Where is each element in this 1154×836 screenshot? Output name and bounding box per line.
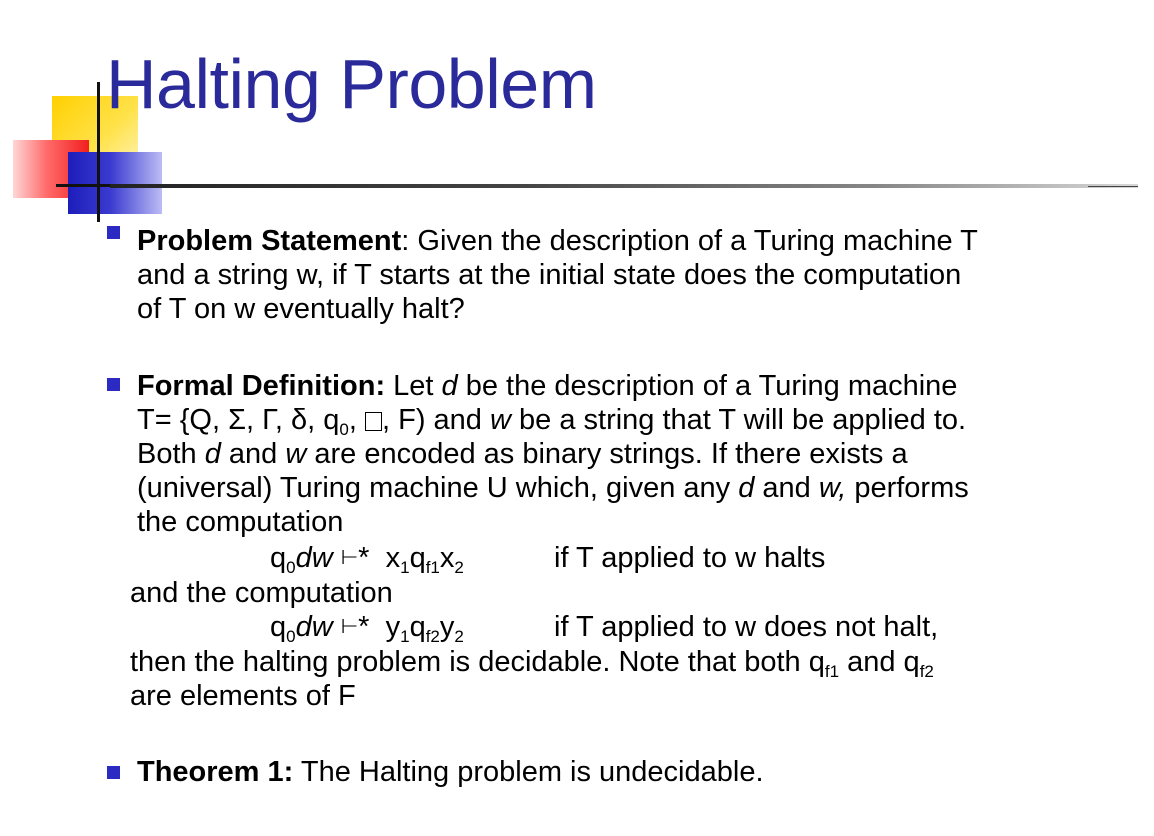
problem-statement (137, 224, 978, 326)
text: and q (839, 646, 920, 678)
statement-line: of T on w eventually halt? (137, 293, 465, 325)
bullet-icon (107, 226, 120, 239)
theorem-text: The Halting problem is undecidable. (293, 756, 764, 788)
text: and (754, 472, 819, 504)
title-underline-tail (1088, 186, 1138, 187)
decor-cross-line (56, 184, 116, 187)
statement-label: Problem Statement (137, 225, 402, 257)
text: (universal) Turing machine U which, given any (137, 472, 739, 504)
formula-halts: $q_0dw$ ⊢* $x_1q_{f1}x_2$ (270, 542, 464, 577)
subscript: 0 (339, 420, 349, 439)
var-w: w, (818, 472, 847, 504)
var-w: w (285, 438, 307, 470)
blank-symbol-icon (365, 412, 382, 431)
decor-vertical-line (97, 82, 100, 222)
definition-conclusion (130, 645, 934, 713)
var-d: d (441, 370, 458, 402)
var-d: d (738, 472, 755, 504)
statement-line: and a string w, if T starts at the initial state does the computation (137, 259, 962, 291)
text: performs (846, 472, 969, 504)
definition-label: Formal Definition: (137, 370, 386, 402)
var-d: d (204, 438, 221, 470)
text: Both (137, 438, 205, 470)
text: are elements of F (130, 680, 356, 712)
condition-not-halts: if T applied to w does not halt, (554, 611, 939, 643)
text: the computation (137, 506, 344, 538)
decor-blue-square (68, 152, 162, 214)
text: be the description of a Turing machine (457, 370, 958, 402)
bullet-icon (107, 766, 120, 779)
bullet-icon (107, 378, 120, 391)
text-mid: and the computation (130, 577, 393, 609)
formal-definition (137, 369, 969, 539)
subscript: f1 (824, 662, 840, 681)
condition-halts: if T applied to w halts (554, 542, 826, 574)
text: , (348, 404, 365, 436)
theorem (137, 755, 764, 789)
page-title: Halting Problem (106, 45, 597, 123)
text: are encoded as binary strings. If there exists a (306, 438, 908, 470)
text: be a string that T will be applied to. (510, 404, 967, 436)
title-underline (110, 184, 1138, 188)
text: , F) and (382, 404, 490, 436)
var-w: w (490, 404, 511, 436)
text: and (220, 438, 286, 470)
text: T= {Q, Σ, Γ, δ, q (137, 404, 340, 436)
theorem-label: Theorem 1: (137, 756, 294, 788)
formula-not-halts: $q_0dw$ ⊢* $y_1q_{f2}y_2$ (270, 611, 464, 646)
text: Let (385, 370, 442, 402)
statement-line: : Given the description of a Turing machine T (401, 225, 978, 257)
text: then the halting problem is decidable. Note that both q (130, 646, 825, 678)
subscript: f2 (919, 662, 934, 681)
